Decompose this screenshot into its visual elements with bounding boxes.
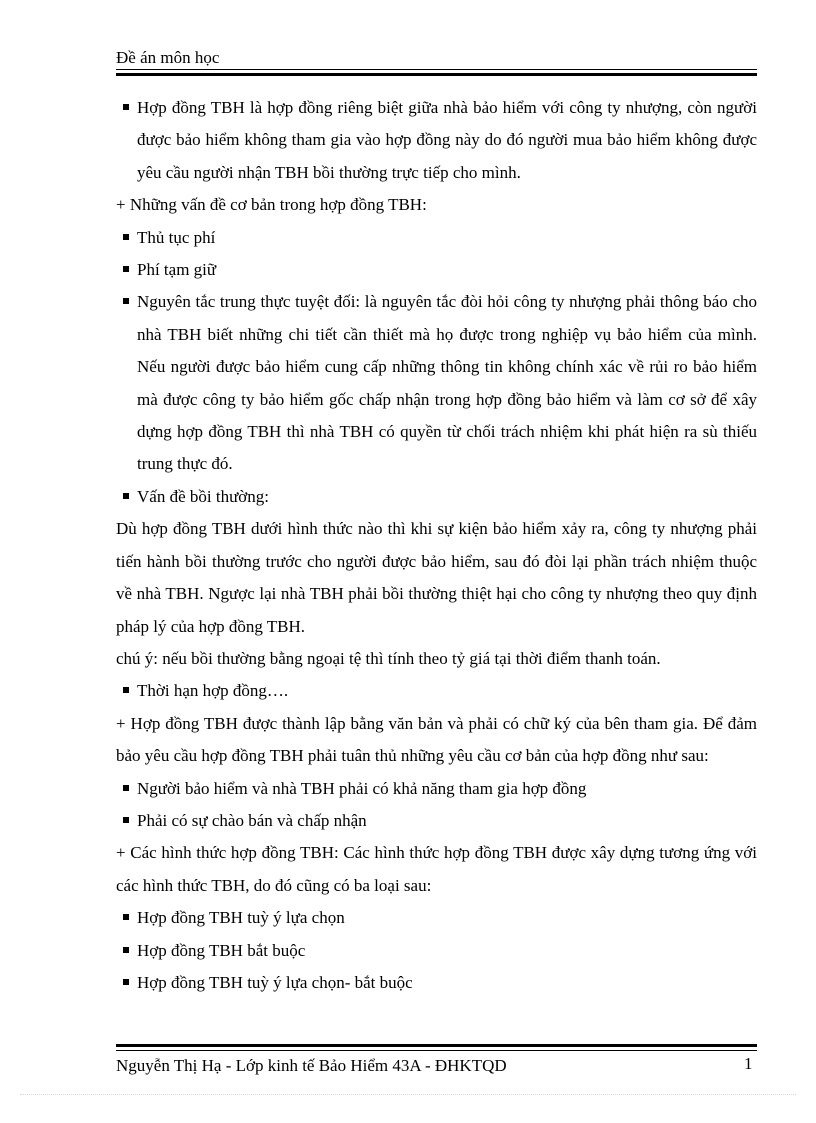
paragraph: + Các hình thức hợp đồng TBH: Các hình thức hợp đồng TBH được xây dựng tương ứng với các hình thức TBH, do đó cũng có ba loại sau: (116, 843, 757, 895)
bullet-item: Thủ tục phí (116, 222, 757, 254)
bullet-item: Phí tạm giữ (116, 254, 757, 286)
bullet-item: Hợp đồng TBH tuỳ ý lựa chọn- bắt buộc (116, 967, 757, 999)
paragraph: + Hợp đồng TBH được thành lập bằng văn bản và phải có chữ ký của bên tham gia. Để đảm bảo yêu cầu hợp đồng TBH phải tuân thủ những yêu cầu cơ bản của hợp đồng như sau: (116, 713, 757, 766)
bullet-item: Hợp đồng TBH tuỳ ý lựa chọn (116, 902, 757, 934)
paragraph: Dù hợp đồng TBH dưới hình thức nào thì khi sự kiện bảo hiểm xảy ra, công ty nhượng phải tiến hành bồi thường trước cho người được bảo hiểm, sau đó đòi lại phần trách nhiệm thuộc về nhà TBH. Ngược lại nhà TBH phải bồi thường thiệt hại cho công ty nhượng theo quy định pháp lý của hợp đồng TBH. (116, 519, 757, 636)
bullet-item: Người bảo hiểm và nhà TBH phải có khả năng tham gia hợp đồng (116, 773, 757, 805)
bullet-item: Hợp đồng TBH bắt buộc (116, 935, 757, 967)
bullet-item: Nguyên tắc trung thực tuyệt đối: là nguyên tắc đòi hỏi công ty nhượng phải thông báo cho nhà TBH biết những chi tiết cần thiết mà họ được trong nghiệp vụ bảo hiểm của mình. Nếu người được bảo hiểm cung cấp những thông tin không chính xác về rủi ro bảo hiểm mà được công ty bảo hiểm gốc chấp nhận trong hợp đồng bảo hiểm và làm cơ sở để xây dựng hợp đồng TBH thì nhà TBH có quyền từ chối trách nhiệm khi phát hiện ra sù thiếu trung thực đó. (116, 286, 757, 480)
footer-text: Nguyễn Thị Hạ - Lớp kinh tế Bảo Hiểm 43A - ĐHKTQD (116, 1056, 507, 1075)
page-bottom-dotted-line (20, 1094, 796, 1095)
page-number: 1 (744, 1054, 753, 1073)
header-rule-thick (116, 73, 757, 76)
paragraph: chú ý: nếu bồi thường bằng ngoại tệ thì tính theo tỷ giá tại thời điểm thanh toán. (116, 648, 661, 668)
footer-rule-thick (116, 1044, 757, 1047)
paragraph: + Những vấn đề cơ bản trong hợp đồng TBH: (116, 195, 427, 215)
footer-rule-thin (116, 1050, 757, 1051)
bullet-item: Thời hạn hợp đồng…. (116, 675, 757, 707)
header-rule-thin (116, 69, 757, 70)
header-title: Đề án môn học (116, 48, 220, 67)
body-content (116, 92, 757, 999)
bullet-item: Hợp đồng TBH là hợp đồng riêng biệt giữa nhà bảo hiểm với công ty nhượng, còn người được bảo hiểm không tham gia vào hợp đồng này do đó người mua bảo hiểm không được yêu cầu người nhận TBH bồi thường trực tiếp cho mình. (116, 92, 757, 189)
bullet-item: Phải có sự chào bán và chấp nhận (116, 805, 757, 837)
bullet-item: Vấn đề bồi thường: (116, 481, 757, 513)
